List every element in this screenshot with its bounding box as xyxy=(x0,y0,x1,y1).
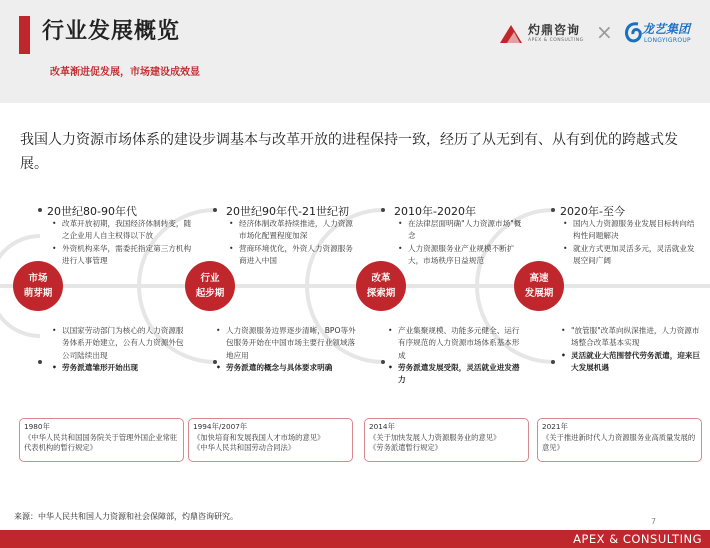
stage-circle-1 xyxy=(13,261,63,311)
bottom-bullets-4 xyxy=(561,325,701,374)
bottom-bullets-1 xyxy=(52,325,188,374)
period-title-1: 20世纪80-90年代 xyxy=(47,205,137,218)
header-band xyxy=(0,0,710,103)
bullet-item: • "放管服"改革向纵深推进，人力资源市场整合改革基本实现 xyxy=(561,326,700,348)
stage-label: 改革 xyxy=(371,273,391,284)
source-note: 来源：中华人民共和国人力资源和社会保障部，灼鼎咨询研究。 xyxy=(14,512,238,521)
footer-bar xyxy=(0,530,710,548)
bottom-bullets-3 xyxy=(388,325,524,386)
bullet-item-bold: • 劳务派遣发展受限，灵活就业进发潜力 xyxy=(388,362,520,385)
policy-doc: 《中华人民共和国劳动合同法》 xyxy=(193,443,296,452)
stage-label: 探索期 xyxy=(366,288,396,299)
stage-circle-4 xyxy=(514,261,564,311)
top-bullets-4 xyxy=(563,218,699,267)
policy-doc: 《劳务派遣暂行规定》 xyxy=(369,443,442,452)
bullet-item: • 国内人力资源服务业发展目标转向结构性问题解决 xyxy=(563,219,695,241)
bullet-item: • 以国家劳动部门为核心的人力资源服务体系开始建立，公有人力资源外包公司陆续出现 xyxy=(52,326,184,360)
page-subtitle: 改革渐进促发展，市场建设成效显 xyxy=(50,67,200,78)
stage-label: 起步期 xyxy=(195,288,225,299)
period-title-3: 2010年-2020年 xyxy=(394,205,476,218)
policy-box-1 xyxy=(19,418,184,462)
policy-box-4 xyxy=(537,418,702,462)
stage-circle-2 xyxy=(185,261,235,311)
apex-mountain-icon xyxy=(498,23,524,45)
policy-box-3 xyxy=(364,418,529,462)
longyi-logo xyxy=(622,18,702,48)
bullet-item-bold: • 劳务派遣的概念与具体要求明确 xyxy=(216,362,333,372)
bullet-item: • 改革开放初期，我国经济体制转变，随之企业用人自主权得以下放 xyxy=(52,219,192,241)
bullet-item-bold: • 劳务派遣雏形开始出现 xyxy=(52,362,138,372)
top-bullets-3 xyxy=(398,218,528,267)
policy-doc: 《中华人民共和国国务院关于管理外国企业常驻代表机构的暂行规定》 xyxy=(24,432,178,452)
apex-logo-name: 灼鼎咨询 xyxy=(528,23,581,37)
policy-year: 1994年/2007年 xyxy=(193,422,248,431)
page-number: 7 xyxy=(651,517,657,526)
policy-doc: 《加快培育和发展我国人才市场的意见》 xyxy=(193,432,325,442)
bullet-item: • 产业集聚规模、功能多元健全、运行有序规范的人力资源市场体系基本形成 xyxy=(388,326,520,360)
stage-label: 发展期 xyxy=(524,288,554,299)
times-sign: × xyxy=(596,20,613,44)
bottom-bullets-2 xyxy=(216,325,358,374)
bullet-item: • 人力资源服务业产业规模不断扩大，市场秩序日益规范 xyxy=(398,243,515,265)
stage-label: 高速 xyxy=(529,273,549,284)
bullet-item: • 人力资源服务边界逐步清晰，BPO等外包服务开始在中国市场主要行业领域落地应用 xyxy=(216,326,356,360)
top-bullets-2 xyxy=(229,218,359,267)
top-bullets-1 xyxy=(52,218,194,267)
apex-logo-en: APEX & CONSULTING xyxy=(528,38,584,43)
longyi-logo-en: LONGYIGROUP xyxy=(644,37,691,44)
stage-circle-3 xyxy=(356,261,406,311)
policy-year: 1980年 xyxy=(24,422,50,431)
policy-year: 2021年 xyxy=(542,422,568,431)
stage-label: 市场 xyxy=(28,273,48,284)
policy-doc: 《关于推进新时代人力资源服务业高质量发展的意见》 xyxy=(542,432,696,452)
bullet-item: • 外资机构来华，需委托指定第三方机构进行人事管理 xyxy=(52,243,192,265)
bullet-item: • 经济体制改革持续推进，人力资源市场化配置程度加深 xyxy=(229,219,353,241)
period-title-4: 2020年-至今 xyxy=(560,205,625,218)
bullet-item-bold: • 灵活就业大范围替代劳务派遣，迎来巨大发展机遇 xyxy=(561,350,701,372)
policy-box-2 xyxy=(188,418,353,462)
intro-paragraph: 我国人力资源市场体系的建设步调基本与改革开放的进程保持一致，经历了从无到有、从有到优的跨越式发展。 xyxy=(20,132,678,172)
policy-doc: 《关于加快发展人力资源服务业的意见》 xyxy=(369,432,501,442)
stage-label: 行业 xyxy=(200,273,220,284)
footer-brand: APEX & CONSULTING xyxy=(573,532,702,546)
policy-year: 2014年 xyxy=(369,422,395,431)
title-accent-bar xyxy=(19,16,30,54)
bullet-item: • 就业方式更加灵活多元，灵活就业发展空间广阔 xyxy=(563,243,695,265)
longyi-logo-name: 龙艺集团 xyxy=(642,22,691,36)
longyi-swirl-icon xyxy=(622,20,644,44)
period-title-2: 20世纪90年代-21世纪初 xyxy=(226,205,349,218)
bullet-item: • 在法律层面明确"人力资源市场"概念 xyxy=(398,219,522,241)
page-title: 行业发展概览 xyxy=(42,19,181,44)
stage-label: 萌芽期 xyxy=(23,288,53,299)
bullet-item: • 营商环境优化，外资人力资源服务商进入中国 xyxy=(229,243,353,265)
apex-logo xyxy=(498,21,590,47)
